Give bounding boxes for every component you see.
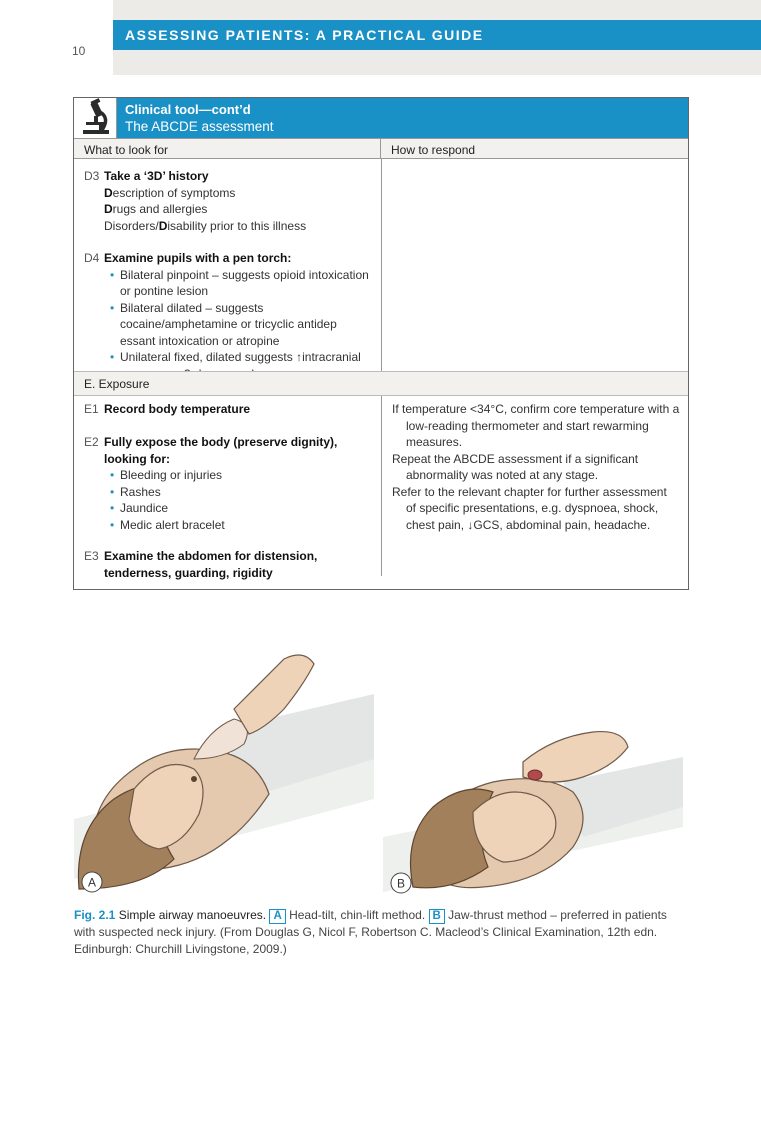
d3-text: escription of symptoms xyxy=(112,185,236,200)
item-heading: Examine the abdomen for distension, tenderness, guarding, rigidity xyxy=(104,549,318,580)
list-item: • Bilateral dilated – suggests cocaine/amphetamine or tricyclic antidep essant intoxication or atropine xyxy=(110,300,374,350)
column-header-what-to-look-for: What to look for xyxy=(74,138,381,159)
header-margin xyxy=(0,0,113,75)
figure-caption xyxy=(74,907,684,958)
figure-panel-a xyxy=(74,649,374,901)
item-code: E1 xyxy=(84,402,99,416)
item-heading: Take a ‘3D’ history xyxy=(104,169,209,183)
d3-initial: D xyxy=(104,202,113,216)
list-item: • Bleeding or injuries xyxy=(110,467,374,484)
microscope-icon xyxy=(74,98,117,138)
list-item: • Bilateral pinpoint – suggests opioid intoxication or pontine lesion xyxy=(110,267,374,300)
item-heading: Fully expose the body (preserve dignity), looking for: xyxy=(104,435,338,466)
response-item: If temperature <34°C, confirm core temperature with a low-reading thermometer and start rewarming measures. xyxy=(392,402,680,449)
running-header-title: ASSESSING PATIENTS: A PRACTICAL GUIDE xyxy=(125,27,484,43)
item-e2 xyxy=(84,434,374,533)
clinical-tool-title: Clinical tool—cont’d xyxy=(125,102,251,117)
item-e1 xyxy=(84,401,374,418)
clinical-tool-title-bar xyxy=(117,98,688,138)
item-heading: Examine pupils with a pen torch: xyxy=(104,251,292,265)
figure-label: Fig. 2.1 xyxy=(74,908,116,922)
caption-panel-a-marker: A xyxy=(269,909,285,924)
d3-text: rugs and allergies xyxy=(112,202,208,216)
list-item: • Rashes xyxy=(110,484,374,501)
item-code: D4 xyxy=(84,251,100,265)
list-item: • Medic alert bracelet xyxy=(110,517,374,534)
item-code: D3 xyxy=(84,169,100,183)
clinical-tool-subtitle: The ABCDE assessment xyxy=(125,119,274,134)
d3-line xyxy=(84,185,374,202)
d3-line xyxy=(84,218,374,235)
d4-bullet-list xyxy=(84,267,374,383)
head-tilt-illustration xyxy=(74,649,374,901)
item-d4 xyxy=(84,250,374,382)
list-item: • Jaundice xyxy=(110,500,374,517)
caption-panel-b-text: Jaw-thrust method – preferred in patients with suspected neck injury. (From Douglas G, Nicol F, Robertson C. Macleod’s Clinical Examination, 12th edn. Edinburgh: Churchill Livingstone, 2009.) xyxy=(74,908,667,956)
panel-b-label: B xyxy=(396,876,406,891)
item-e3 xyxy=(84,548,374,581)
caption-panel-b-marker: B xyxy=(429,909,445,924)
d3-text: Disorders/ xyxy=(104,218,159,233)
clinical-tool-header xyxy=(74,98,688,138)
caption-panel-a-text: Head-tilt, chin-lift method. xyxy=(289,908,426,922)
figure-panel-b xyxy=(383,717,683,901)
e2-bullet-list xyxy=(84,467,374,533)
item-code: E3 xyxy=(84,549,99,563)
d3-initial: D xyxy=(158,218,168,233)
page-number: 10 xyxy=(72,44,86,58)
clinical-tool-box xyxy=(73,97,689,590)
section-exposure: E. Exposure xyxy=(74,371,688,396)
response-item: Refer to the relevant chapter for further assessment of specific presentations, e.g. dyspnoea, shock, chest pain, ↓GCS, abdominal pain, headache. xyxy=(392,484,667,532)
item-heading: Record body temperature xyxy=(104,402,251,416)
panel-a-label: A xyxy=(87,875,97,890)
column-header-how-to-respond: How to respond xyxy=(381,138,688,159)
item-code: E2 xyxy=(84,435,99,449)
item-d3 xyxy=(84,168,374,234)
d3-initial: D xyxy=(104,185,113,200)
d3-text: isability prior to this illness xyxy=(167,218,307,233)
d3-line xyxy=(84,201,374,218)
column-divider xyxy=(381,159,382,576)
response-list xyxy=(392,401,680,533)
figure-title: Simple airway manoeuvres. xyxy=(118,908,267,922)
list-item: • Unilateral fixed, dilated suggests ↑intracranial xyxy=(110,349,374,382)
response-item: Repeat the ABCDE assessment if a significant abnormality was noted at any stage. xyxy=(392,451,639,482)
jaw-thrust-illustration xyxy=(383,717,683,901)
